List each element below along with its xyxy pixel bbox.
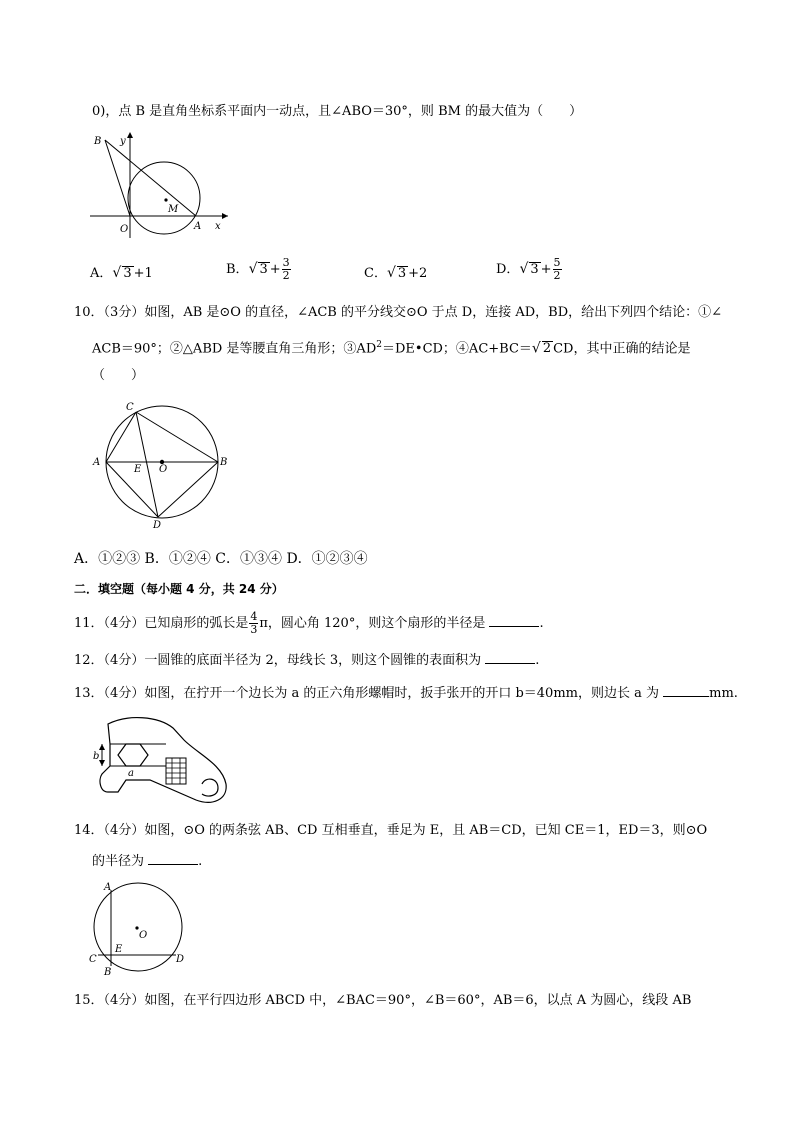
segment-ac xyxy=(106,412,136,462)
label-a: A xyxy=(104,882,112,893)
segment-ba xyxy=(105,140,196,216)
hexagon-nut xyxy=(118,744,148,766)
q9-option-c: C．√ 3 +2 xyxy=(364,265,428,281)
q9-stem: 0)，点 B 是直角坐标系平面内一动点，且∠ABO＝30°，则 BM 的最大值为（ ） xyxy=(92,104,583,119)
label-a: A xyxy=(194,221,202,232)
label-y: y xyxy=(120,136,126,147)
q14-figure xyxy=(86,880,190,976)
q9-option-b: B．√ 3 + $\frac{3}{2}$ xyxy=(226,256,290,282)
q10-figure xyxy=(88,398,234,530)
q13-figure xyxy=(88,714,230,806)
q13: 13．（4分）如图，在拧开一个边长为 a 的正六角形螺帽时，扳手张开的开口 b＝40mm，则边长 a 为 mm. xyxy=(74,686,738,701)
label-d: D xyxy=(153,520,162,530)
q10-line3: （ ） xyxy=(92,368,145,383)
wrench-outline xyxy=(100,718,226,803)
segment-bo xyxy=(105,140,130,216)
y-axis-arrow xyxy=(127,132,133,138)
arrow-b-bottom xyxy=(99,760,105,766)
label-a: A xyxy=(93,457,101,468)
q15-line1: 15．（4分）如图，在平行四边形 ABCD 中，∠BAC＝90°，∠B＝60°，AB＝6，以点 A 为圆心，线段 AB xyxy=(74,993,692,1008)
section-title: 二．填空题（每小题 4 分，共 24 分） xyxy=(74,582,284,596)
q12: 12．（4分）一圆锥的底面半径为 2，母线长 3，则这个圆锥的表面积为 . xyxy=(74,653,540,668)
worm-screw xyxy=(166,758,186,784)
label-e: E xyxy=(115,944,123,955)
label-b: B xyxy=(94,136,102,147)
label-a: a xyxy=(128,768,134,779)
label-c: C xyxy=(89,954,97,965)
label-e: E xyxy=(134,464,142,475)
q9-figure xyxy=(86,128,234,240)
label-c: C xyxy=(126,402,134,413)
q14-line1: 14．（4分）如图，⊙O 的两条弦 AB、CD 互相垂直，垂足为 E，且 AB＝CD，已知 CE＝1，ED＝3，则⊙O xyxy=(74,823,708,838)
label-b: B xyxy=(104,967,112,976)
handle-hole xyxy=(202,779,218,796)
x-axis-arrow xyxy=(222,213,228,219)
label-d: D xyxy=(176,954,185,965)
segment-cb xyxy=(136,412,218,462)
answer-blank[interactable] xyxy=(148,864,198,865)
label-o: O xyxy=(139,930,148,941)
arrow-b-top xyxy=(99,744,105,750)
answer-blank[interactable] xyxy=(663,696,709,697)
label-o: O xyxy=(120,224,129,235)
label-m: M xyxy=(168,204,179,215)
answer-blank[interactable] xyxy=(489,626,539,627)
q11: 11．（4分）已知扇形的弧长是 $\frac{4}{3}$ π，圆心角 120°，则这个扇形的半径是 . xyxy=(74,610,544,636)
label-o: O xyxy=(159,464,168,475)
label-b: b xyxy=(93,751,100,762)
q9-option-d: D．√ 3 + $\frac{5}{2}$ xyxy=(496,256,561,282)
q14-line2: 的半径为 . xyxy=(92,854,203,869)
q9-option-a: A．√ 3 +1 xyxy=(90,265,153,281)
q10-line1: 10．（3分）如图，AB 是⊙O 的直径，∠ACB 的平分线交⊙O 于点 D，连接 AD，BD，给出下列四个结论：①∠ xyxy=(74,305,723,320)
q10-line2: ACB＝90°；②△ABD 是等腰直角三角形；$③AD^2=DE•CD$；④AC+BC＝√ 2 CD，其中正确的结论是 xyxy=(92,340,691,357)
label-x: x xyxy=(215,221,221,232)
q10-options: A．①②③ B．①②④ C．①③④ D．①②③④ xyxy=(74,551,368,567)
center-m xyxy=(164,198,167,201)
answer-blank[interactable] xyxy=(485,663,535,664)
circle-m xyxy=(128,162,200,234)
label-b: B xyxy=(220,457,228,468)
